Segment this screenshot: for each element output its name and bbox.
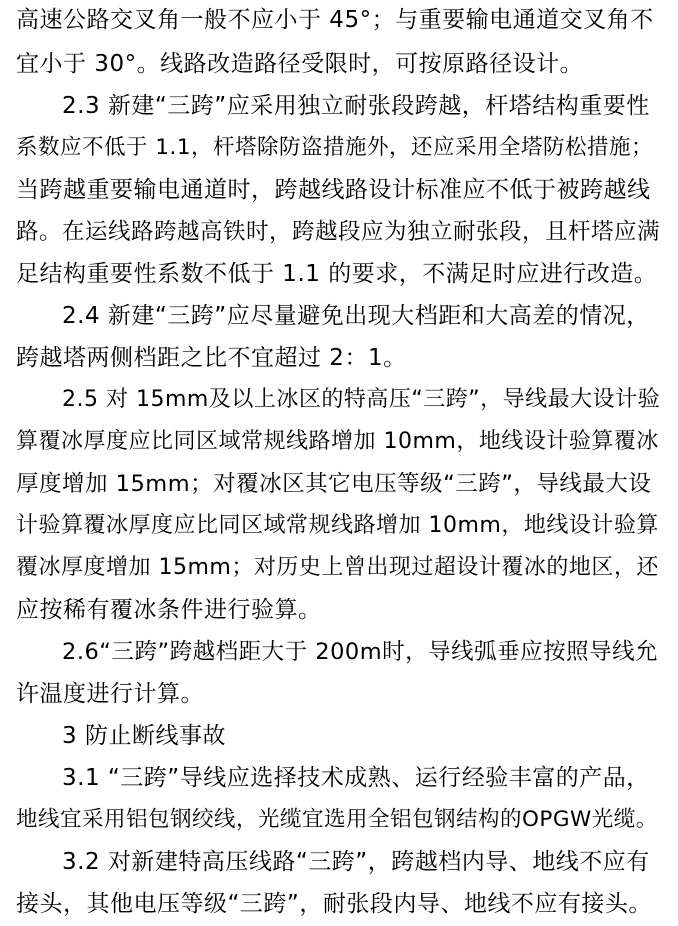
text-line: 覆冰厚度增加 15mm；对历史上曾出现过超设计覆冰的地区，还 xyxy=(16,555,659,580)
text-line: 高速公路交叉角一般不应小于 45°；与重要输电通道交叉角不 xyxy=(16,7,654,33)
text-line: 系数应不低于 1.1，杆塔除防盗措施外，还应采用全塔防松措施； xyxy=(16,135,654,160)
text-line: 计验算覆冰厚度应比同区域常规线路增加 10mm，地线设计验算 xyxy=(16,513,659,538)
text-line: 算覆冰厚度应比同区域常规线路增加 10mm，地线设计验算覆冰 xyxy=(16,429,659,454)
section-2-5-heading-line: 2.5 对 15mm及以上冰区的特高压“三跨”，导线最大设计验 xyxy=(62,387,661,412)
section-2-6-heading-line: 2.6“三跨”跨越档距大于 200m时，导线弧垂应按照导线允 xyxy=(62,639,659,665)
section-2-4-heading-line: 2.4 新建“三跨”应尽量避免出现大档距和大高差的情况， xyxy=(62,303,650,329)
section-2-3-heading-line: 2.3 新建“三跨”应采用独立耐张段跨越，杆塔结构重要性 xyxy=(62,93,650,119)
text-line: 跨越塔两侧档距之比不宜超过 2：1。 xyxy=(16,345,407,371)
text-line: 地线宜采用铝包钢绞线，光缆宜选用全铝包钢结构的OPGW光缆。 xyxy=(16,807,658,832)
text-line: 厚度增加 15mm；对覆冰区其它电压等级“三跨”，导线最大设 xyxy=(16,471,652,497)
text-line: 路。在运线路跨越高铁时，跨越段应为独立耐张段，且杆塔应满 xyxy=(16,219,661,245)
text-line: 接头，其他电压等级“三跨”，耐张段内导、地线不应有接头。 xyxy=(16,891,652,917)
text-line: 许温度进行计算。 xyxy=(16,681,204,707)
section-3-heading: 3 防止断线事故 xyxy=(62,723,226,749)
text-line: 当跨越重要输电通道时，跨越线路设计标准应不低于被跨越线 xyxy=(16,177,651,203)
text-line: 应按稀有覆冰条件进行验算。 xyxy=(16,597,322,623)
text-line: 宜小于 30°。线路改造路径受限时，可按原路径设计。 xyxy=(16,51,584,77)
text-line: 足结构重要性系数不低于 1.1 的要求，不满足时应进行改造。 xyxy=(16,261,658,287)
section-3-1-heading-line: 3.1 “三跨”导线应选择技术成熟、运行经验丰富的产品， xyxy=(62,765,650,791)
section-3-2-heading-line: 3.2 对新建特高压线路“三跨”，跨越档内导、地线不应有 xyxy=(62,849,650,875)
